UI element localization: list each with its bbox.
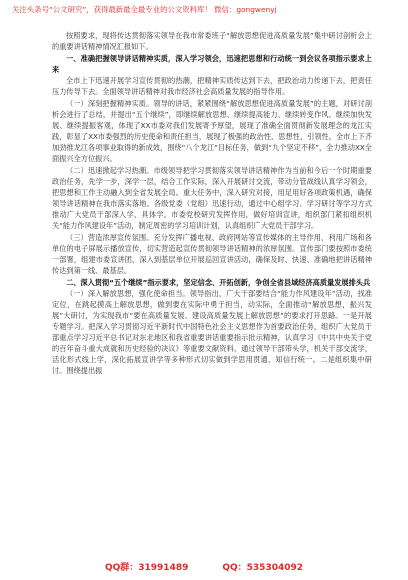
document-body (52, 30, 372, 376)
footer-qq: QQ：535304092 (222, 563, 304, 573)
section-heading-2: 二、深入贯彻“五个继续”指示要求，坚定信念、开拓创新，争创全省县域经济高质量发展排头兵 (66, 278, 371, 287)
subsection-1: （一）深刻把握精神实质。领导的讲话，紧紧围绕“解放思想促进高质量发展”的主题，对研讨剖析会进行了总结，并提出“五个继续”，即继续解放思想、继续提高能力、继续转变作风、继续加快发展、继续提振客观，体现了XX市委对我们发展寄予厚望，展现了准确全面贯彻新发展理念的龙江实践，彰显了XX市委强烈的历史使命和责任担当，展现了极强的政治性、思想性、引领性。全市上下齐加劲推龙江各项事业取得的新成效，围绕“八个龙江”目标任务，做到“九个坚定不移”，全力推动XX全面振兴全方位振兴。 (52, 99, 372, 163)
section-heading-1: 一、准确把握领导讲话精神实质，深入学习领会，迅速把思想和行动统一到会议各项指示要求上来 (52, 54, 372, 74)
intro-paragraph: 按照要求，现将传达贯彻落实领导在我市常委班子“解放思想促进高质量发展”集中研讨剖析会上的重要讲话精神情况汇报如下。 (52, 31, 372, 51)
header-banner (0, 0, 408, 22)
banner-text: 关注头条号“公文研究”，获得最新最全最专业的公文资料库！ 微信：gongwenyj (12, 5, 277, 14)
subsection-3: （三）营造浓厚宣传氛围。充分发挥广播电视、政府网站等宣传媒体的主导作用，利用广场和各单位的电子屏展示播放宣传，切实营造起宣传贯彻领导讲话精神的浓厚氛围。宣传部门要按照市委统一部署，组建市委宣讲团，深入到基层单位开展巡回宣讲活动，确保及时、快速、准确地把讲话精神传达到第一线、最基层。 (52, 233, 372, 275)
footer (0, 560, 408, 574)
subsection-4: （一）深入解放思想，强化使命担当。领导指出，广大干部要结合“能力作风建设年”活动，找准定位，在跳起摸高上解放思想，做到要在实际中勇于担当，动实际，全面推动“解放思想，振兴发展”大研讨，为实现我市“要在高质量发展、建设高质量发展上解放思想”的要求打开思路。一是开展专题学习。把深入学习贯彻习近平新时代中国特色社会主义思想作为首要政治任务，组织广大党员干部重点学习习近平总书记对东北地区和我省重要讲话重要指示批示精神，认真学习《中共中央关于党的百年奋斗重大成就和历史经验的决议》等重要文献资料。通过领导干部带头学，机关干部交流学，活化形式线上学，深化拓展宣讲学等多种形式切实做到学思用贯通、知信行统一。二是组织集中研讨。围绕提出振 (52, 289, 372, 375)
section-1-paragraph: 全市上下迅速开展学习宣传贯彻的热潮，把精神实质传达到下去，把政治动力传递下去，把责任压力传导下去。全面领导讲话精神对我市经济社会高质量发展的指导作用。 (52, 76, 372, 96)
subsection-2: （二）迅速掀起学习热潮。市级领导把学习贯彻落实领导讲话精神作为当前和今后一个时期重要政治任务，先学一步，深学一层，结合工作实际，深入开展研讨交流，带动分管战线认真学习领会，把思想和工作主动融入到全省发展全局。重大任务中，深入研究对接，用足用好各项政策机遇，确保领导讲话精神在我市落实落地。各级党委（党组）迅速行动，通过中心组学习、学习研讨等学习方式推动广大党员干部深入学、具体学。市委党校研究发挥作用，做好培训宣讲，组织部门紧扣组织机关“能力作风建设年”活动，制定周密的学习培训计划，认真组织广大党员干部学习。 (52, 166, 372, 230)
footer-qq-group: QQ群：31991489 (104, 563, 189, 573)
